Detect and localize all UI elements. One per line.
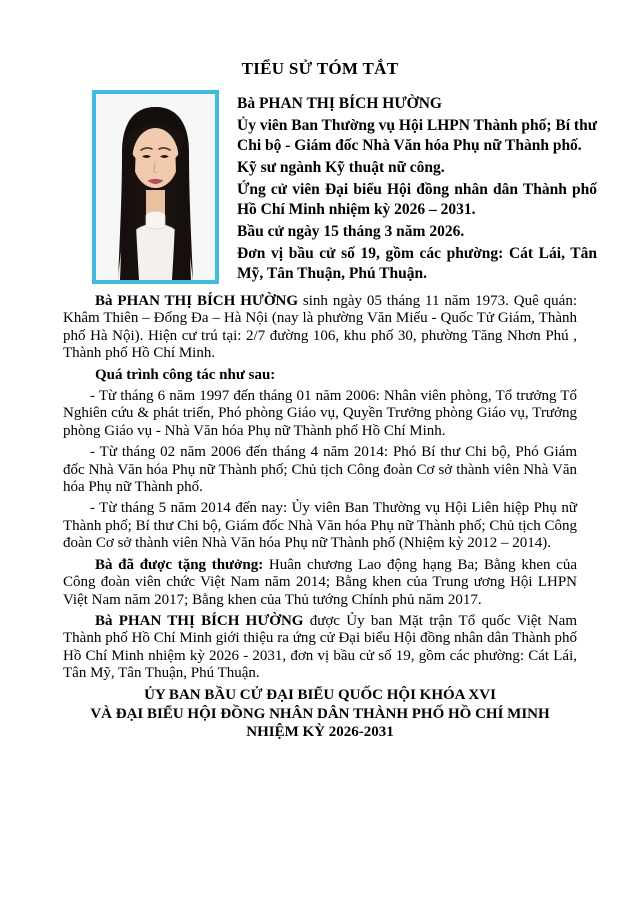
candidate-candidacy: Ứng cử viên Đại biểu Hội đồng nhân dân Thành phố Hồ Chí Minh nhiệm kỳ 2026 – 2031. xyxy=(237,181,597,218)
career-item-2 xyxy=(63,444,577,496)
career-item-1-text: - Từ tháng 6 năm 1997 đến tháng 01 năm 2006: Nhân viên phòng, Tổ trưởng Tổ Nghiên cứu & phát triển, Phó phòng Giáo vụ, Quyền Trưởng phòng Giáo vụ, Trưởng phòng Giáo vụ - Nhà Văn hóa Phụ nữ Thành phố Hồ Chí Minh. xyxy=(63,388,577,439)
candidate-role: Ủy viên Ban Thường vụ Hội LHPN Thành phố; Bí thư Chi bộ - Giám đốc Nhà Văn hóa Phụ nữ Thành phố. xyxy=(237,117,597,154)
election-committee-line-3: NHIỆM KỲ 2026-2031 xyxy=(246,724,394,740)
election-committee-footer xyxy=(0,686,640,742)
career-heading-lead: Quá trình công tác như sau: xyxy=(95,366,276,383)
constituency: Đơn vị bầu cử số 19, gồm các phường: Cát Lái, Tân Mỹ, Tân Thuận, Phú Thuận. xyxy=(237,245,597,282)
biography-body xyxy=(63,293,577,687)
career-heading xyxy=(63,367,577,384)
career-item-2-text: - Từ tháng 02 năm 2006 đến tháng 4 năm 2014: Phó Bí thư Chi bộ, Phó Giám đốc Nhà Văn hóa Phụ nữ Thành phố; Chủ tịch Công đoàn Cơ sở thành viên Nhà Văn hóa Phụ nữ Thành phố. xyxy=(63,444,577,496)
election-committee-line-2: VÀ ĐẠI BIỂU HỘI ĐỒNG NHÂN DÂN THÀNH PHỐ HỒ CHÍ MINH xyxy=(90,705,550,722)
bio-paragraph-text: sinh ngày 05 tháng 11 năm 1973. Quê quán: Khâm Thiên – Đống Đa – Hà Nội (nay là phường Văn Miếu - Quốc Tử Giám, Thành phố Hà Nội). Hiện cư trú tại: 2/7 đường 106, khu phố 30, phường Tăng Nhơn Phú , Thành phố Hồ Chí Minh. xyxy=(63,293,577,362)
awards-paragraph-lead: Bà đã được tặng thưởng: xyxy=(95,556,264,573)
election-committee-line-1: ỦY BAN BẦU CỬ ĐẠI BIỂU QUỐC HỘI KHÓA XVI xyxy=(144,687,496,703)
awards-paragraph xyxy=(63,557,577,609)
candidate-profession: Kỹ sư ngành Kỹ thuật nữ công. xyxy=(237,159,445,176)
candidate-name: Bà PHAN THỊ BÍCH HƯỜNG xyxy=(237,95,442,112)
career-item-1 xyxy=(63,388,577,440)
nomination-paragraph xyxy=(63,613,577,683)
page-title: TIỂU SỬ TÓM TẮT xyxy=(241,59,399,78)
career-item-3-text: - Từ tháng 5 năm 2014 đến nay: Ủy viên Ban Thường vụ Hội Liên hiệp Phụ nữ Thành phố; Bí thư Chi bộ, Giám đốc Nhà Văn hóa Phụ nữ Thành phố; Chủ tịch Công đoàn Cơ sở thành viên Nhà Văn hóa Phụ nữ Thành phố (Nhiệm kỳ 2012 – 2014). xyxy=(63,500,577,552)
candidate-summary-block xyxy=(237,94,597,286)
bio-paragraph xyxy=(63,293,577,363)
awards-paragraph-text: Huân chương Lao động hạng Ba; Bằng khen của Công đoàn viên chức Việt Nam năm 2014; Bằng khen của Trung ương Hội LHPN Việt Nam năm 2017; Bằng khen của Thủ tướng Chính phủ năm 2017. xyxy=(63,556,577,608)
portrait-photo xyxy=(92,90,219,284)
bio-paragraph-lead: Bà PHAN THỊ BÍCH HƯỜNG xyxy=(95,293,298,309)
career-item-3 xyxy=(63,500,577,552)
woman-portrait-illustration xyxy=(96,94,215,280)
nomination-paragraph-lead: Bà PHAN THỊ BÍCH HƯỜNG xyxy=(95,612,304,629)
nomination-paragraph-text: được Ủy ban Mặt trận Tổ quốc Việt Nam Thành phố Hồ Chí Minh giới thiệu ra ứng cử Đại biểu Hội đồng nhân dân Thành phố Hồ Chí Minh nhiệm kỳ 2026 - 2031, đơn vị bầu cử số 19, gồm các phường: Cát Lái, Tân Mỹ, Tân Thuận, Phú Thuận. xyxy=(63,612,577,682)
election-date: Bầu cử ngày 15 tháng 3 năm 2026. xyxy=(237,223,465,240)
